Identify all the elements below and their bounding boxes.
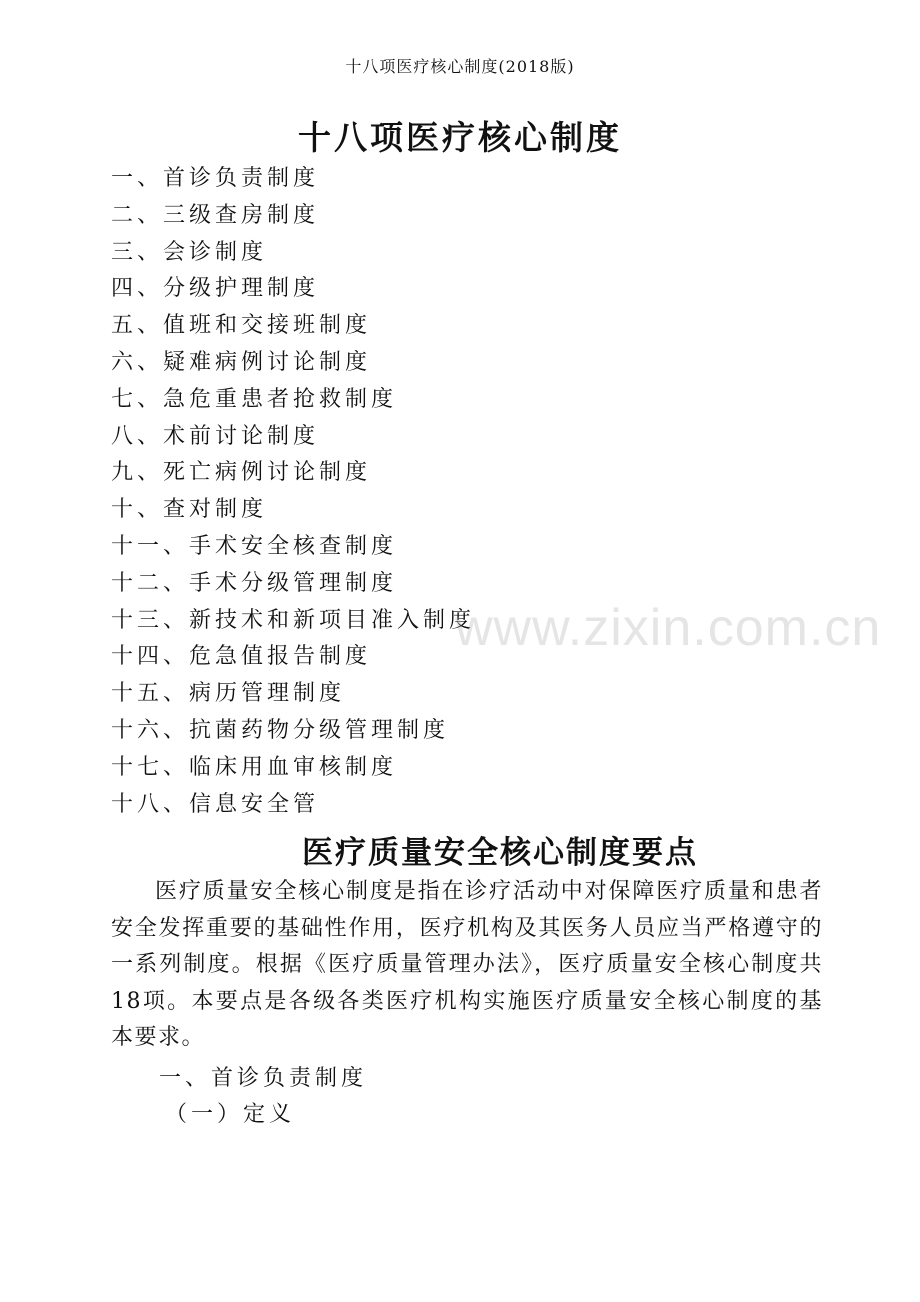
list-item: 十二、手术分级管理制度 — [111, 570, 398, 596]
subheading-first-visit: 一、首诊负责制度 — [159, 1066, 368, 1091]
list-item: 十八、信息安全管 — [111, 791, 320, 817]
intro-paragraph: 医疗质量安全核心制度是指在诊疗活动中对保障医疗质量和患者安全发挥重要的基础性作用，医疗机构及其医务人员应当严格遵守的一系列制度。根据《医疗质量管理办法》，医疗质量安全核心制度共18项。本要点是各级各类医疗机构实施医疗质量安全核心制度的基本要求。 — [111, 879, 823, 1050]
list-item: 三、会诊制度 — [111, 239, 268, 265]
section-title: 医疗质量安全核心制度要点 — [302, 835, 698, 871]
list-item: 十一、手术安全核查制度 — [111, 533, 398, 559]
list-item: 五、值班和交接班制度 — [111, 313, 372, 339]
subheading-definition: （一）定义 — [165, 1102, 296, 1127]
list-item: 八、术前讨论制度 — [111, 423, 320, 449]
list-item: 十、查对制度 — [111, 497, 268, 523]
list-item: 九、死亡病例讨论制度 — [111, 460, 372, 486]
list-item: 六、疑难病例讨论制度 — [111, 349, 372, 375]
document-title: 十八项医疗核心制度 — [298, 118, 622, 157]
system-list — [111, 161, 475, 823]
list-item: 一、首诊负责制度 — [111, 166, 320, 191]
running-header: 十八项医疗核心制度(2018版) — [345, 57, 575, 76]
list-item: 十七、临床用血审核制度 — [111, 754, 398, 780]
list-item: 十五、病历管理制度 — [111, 681, 346, 707]
list-item: 四、分级护理制度 — [111, 276, 320, 302]
list-item: 十六、抗菌药物分级管理制度 — [111, 717, 450, 743]
list-item: 二、三级查房制度 — [111, 202, 320, 228]
watermark: www.zixin.com.cn — [455, 599, 882, 657]
list-item: 七、急危重患者抢救制度 — [111, 386, 398, 412]
list-item: 十三、新技术和新项目准入制度 — [111, 607, 476, 633]
list-item: 十四、危急值报告制度 — [111, 644, 372, 670]
